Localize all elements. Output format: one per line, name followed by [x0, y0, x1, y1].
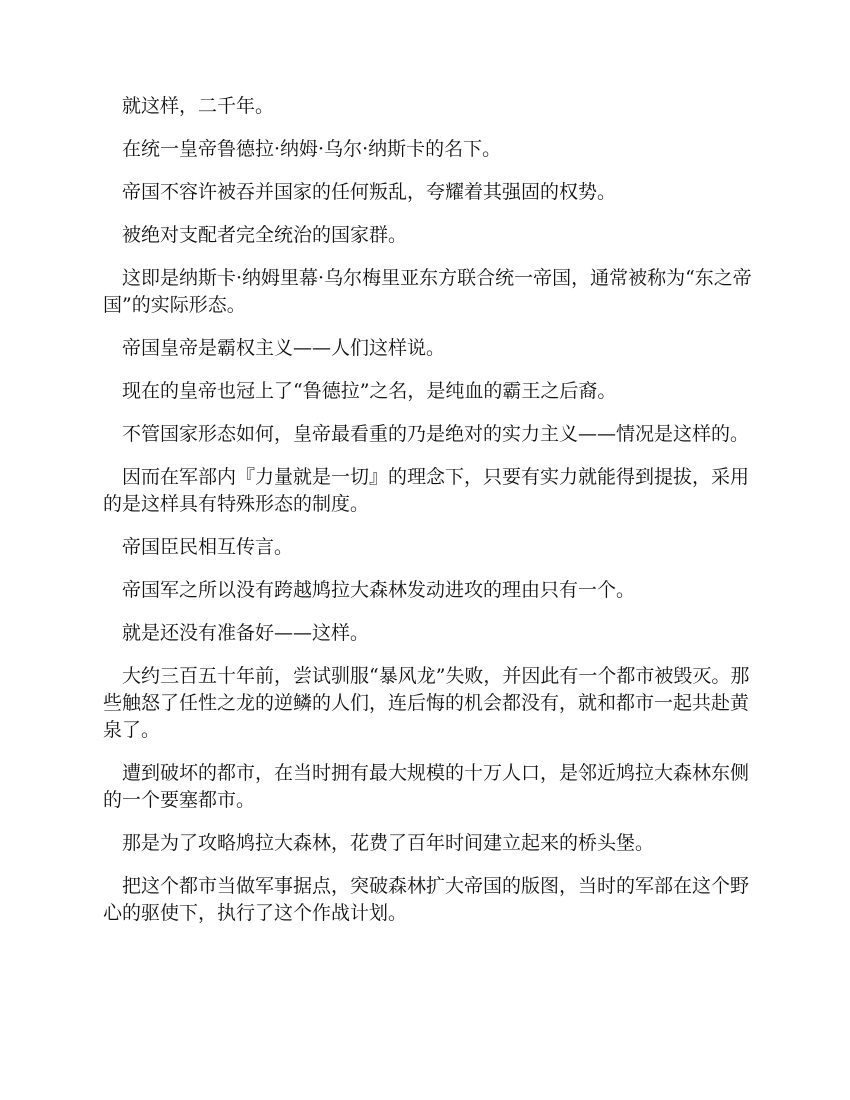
paragraph: 帝国皇帝是霸权主义——人们这样说。	[122, 337, 446, 359]
paragraph: 帝国不容许被吞并国家的任何叛乱，夸耀着其强固的权势。	[122, 181, 617, 203]
paragraph: 在统一皇帝鲁德拉·纳姆·乌尔·纳斯卡的名下。	[122, 138, 502, 160]
paragraph: 把这个都市当做军事据点，突破森林扩大帝国的版图，当时的军部在这个野心的驱使下，执行了这个作战计划。	[103, 875, 750, 924]
paragraph: 不管国家形态如何，皇帝最看重的乃是绝对的实力主义——情况是这样的。	[122, 423, 750, 445]
paragraph: 被绝对支配者完全统治的国家群。	[122, 224, 408, 246]
paragraph: 这即是纳斯卡·纳姆里幕·乌尔梅里亚东方联合统一帝国，通常被称为“东之帝国”的实际形态。	[103, 267, 752, 316]
paragraph: 就这样，二千年。	[122, 95, 275, 117]
paragraph: 大约三百五十年前，尝试驯服“暴风龙”失败，并因此有一个都市被毁灭。那些触怒了任性之龙的逆鳞的人们，连后悔的机会都没有，就和都市一起共赴黄泉了。	[103, 665, 750, 741]
paragraph: 因而在军部内『力量就是一切』的理念下，只要有实力就能得到提拔，采用的是这样具有特殊形态的制度。	[103, 466, 750, 515]
paragraph: 遭到破坏的都市，在当时拥有最大规模的十万人口，是邻近鸠拉大森林东侧的一个要塞都市。	[103, 762, 750, 811]
paragraph: 帝国臣民相互传言。	[122, 536, 294, 558]
text-column	[103, 93, 753, 943]
paragraph: 那是为了攻略鸠拉大森林，花费了百年时间建立起来的桥头堡。	[122, 832, 655, 854]
paragraph: 现在的皇帝也冠上了“鲁德拉”之名，是纯血的霸王之后裔。	[122, 380, 617, 402]
paragraph: 帝国军之所以没有跨越鸠拉大森林发动进攻的理由只有一个。	[122, 579, 636, 601]
paragraph: 就是还没有准备好——这样。	[122, 622, 370, 644]
